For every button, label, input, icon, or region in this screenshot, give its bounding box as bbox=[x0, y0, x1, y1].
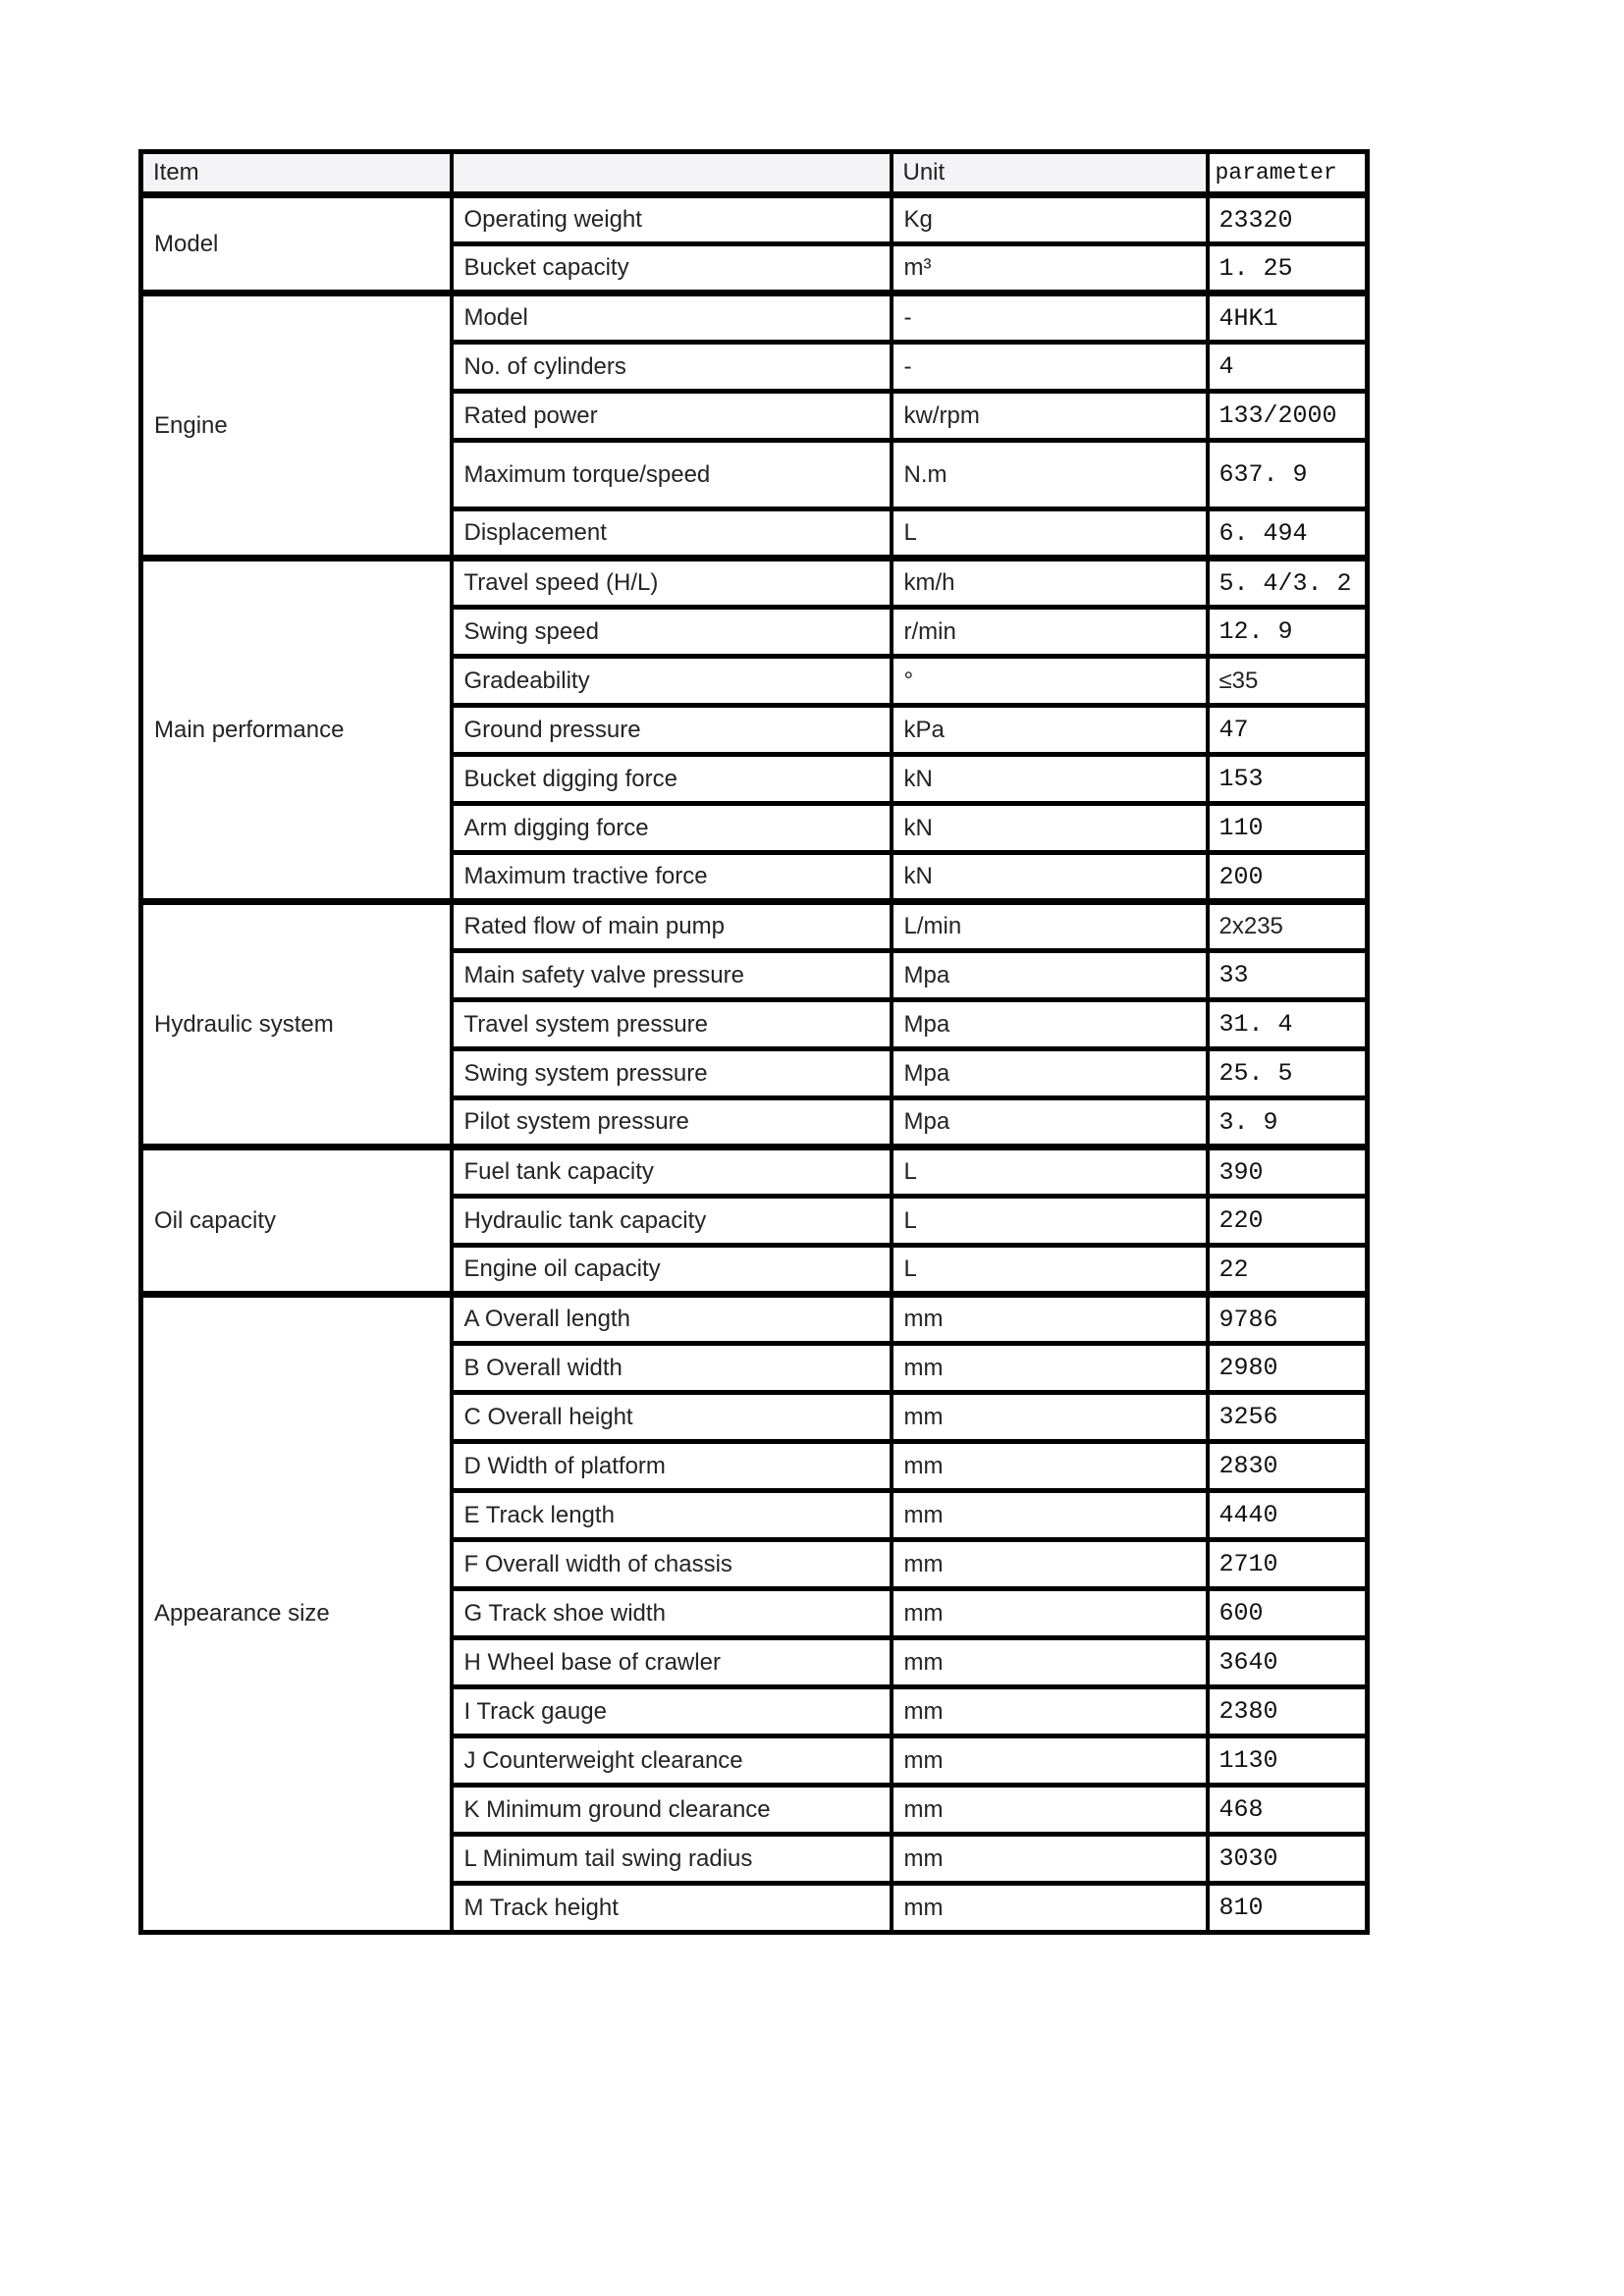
label-cell: Rated power bbox=[452, 392, 892, 441]
unit-cell: kN bbox=[892, 853, 1208, 902]
label-cell: J Counterweight clearance bbox=[452, 1736, 892, 1786]
unit-cell: Mpa bbox=[892, 951, 1208, 1000]
unit-cell: mm bbox=[892, 1884, 1208, 1933]
value-cell: 6. 494 bbox=[1208, 509, 1368, 559]
value-cell: 23320 bbox=[1208, 195, 1368, 244]
value-cell: 600 bbox=[1208, 1589, 1368, 1638]
unit-cell: kN bbox=[892, 755, 1208, 804]
unit-cell: ° bbox=[892, 657, 1208, 706]
value-cell: 1. 25 bbox=[1208, 244, 1368, 294]
value-cell: 2710 bbox=[1208, 1540, 1368, 1589]
unit-cell: Mpa bbox=[892, 1000, 1208, 1049]
value-cell: 2x235 bbox=[1208, 902, 1368, 951]
unit-cell: mm bbox=[892, 1442, 1208, 1491]
value-cell: 4440 bbox=[1208, 1491, 1368, 1540]
label-cell: Pilot system pressure bbox=[452, 1098, 892, 1148]
label-cell: L Minimum tail swing radius bbox=[452, 1835, 892, 1884]
label-cell: Arm digging force bbox=[452, 804, 892, 853]
value-cell: 12. 9 bbox=[1208, 608, 1368, 657]
value-cell: 3640 bbox=[1208, 1638, 1368, 1687]
item-cell: Hydraulic system bbox=[141, 902, 452, 1148]
value-cell: 1130 bbox=[1208, 1736, 1368, 1786]
value-cell: 22 bbox=[1208, 1246, 1368, 1295]
unit-cell: L/min bbox=[892, 902, 1208, 951]
table-row bbox=[141, 1295, 1368, 1344]
value-cell: 810 bbox=[1208, 1884, 1368, 1933]
label-cell: Maximum tractive force bbox=[452, 853, 892, 902]
header-parameter: parameter bbox=[1208, 152, 1368, 195]
value-cell: 33 bbox=[1208, 951, 1368, 1000]
value-cell: 25. 5 bbox=[1208, 1049, 1368, 1098]
label-cell: Displacement bbox=[452, 509, 892, 559]
value-cell: 3030 bbox=[1208, 1835, 1368, 1884]
value-cell: ≤35 bbox=[1208, 657, 1368, 706]
label-cell: Engine oil capacity bbox=[452, 1246, 892, 1295]
label-cell: Swing system pressure bbox=[452, 1049, 892, 1098]
unit-cell: mm bbox=[892, 1736, 1208, 1786]
unit-cell: mm bbox=[892, 1638, 1208, 1687]
label-cell: F Overall width of chassis bbox=[452, 1540, 892, 1589]
label-cell: I Track gauge bbox=[452, 1687, 892, 1736]
item-cell: Appearance size bbox=[141, 1295, 452, 1933]
unit-cell: kPa bbox=[892, 706, 1208, 755]
unit-cell: mm bbox=[892, 1295, 1208, 1344]
unit-cell: - bbox=[892, 294, 1208, 343]
value-cell: 133/2000 bbox=[1208, 392, 1368, 441]
unit-cell: mm bbox=[892, 1491, 1208, 1540]
label-cell: Bucket capacity bbox=[452, 244, 892, 294]
value-cell: 2830 bbox=[1208, 1442, 1368, 1491]
spec-table bbox=[138, 149, 1370, 1935]
label-cell: Fuel tank capacity bbox=[452, 1148, 892, 1197]
label-cell: Hydraulic tank capacity bbox=[452, 1197, 892, 1246]
label-cell: K Minimum ground clearance bbox=[452, 1786, 892, 1835]
label-cell: H Wheel base of crawler bbox=[452, 1638, 892, 1687]
value-cell: 2380 bbox=[1208, 1687, 1368, 1736]
value-cell: 3. 9 bbox=[1208, 1098, 1368, 1148]
value-cell: 637. 9 bbox=[1208, 441, 1368, 509]
unit-cell: mm bbox=[892, 1393, 1208, 1442]
unit-cell: mm bbox=[892, 1540, 1208, 1589]
item-cell: Model bbox=[141, 195, 452, 294]
label-cell: Travel system pressure bbox=[452, 1000, 892, 1049]
unit-cell: km/h bbox=[892, 559, 1208, 608]
unit-cell: mm bbox=[892, 1835, 1208, 1884]
value-cell: 200 bbox=[1208, 853, 1368, 902]
value-cell: 390 bbox=[1208, 1148, 1368, 1197]
unit-cell: L bbox=[892, 1148, 1208, 1197]
value-cell: 153 bbox=[1208, 755, 1368, 804]
value-cell: 468 bbox=[1208, 1786, 1368, 1835]
label-cell: B Overall width bbox=[452, 1344, 892, 1393]
table-row bbox=[141, 195, 1368, 244]
label-cell: Maximum torque/speed bbox=[452, 441, 892, 509]
header-item: Item bbox=[141, 152, 452, 195]
label-cell: Rated flow of main pump bbox=[452, 902, 892, 951]
unit-cell: N.m bbox=[892, 441, 1208, 509]
label-cell: G Track shoe width bbox=[452, 1589, 892, 1638]
label-cell: Travel speed (H/L) bbox=[452, 559, 892, 608]
unit-cell: L bbox=[892, 509, 1208, 559]
value-cell: 4 bbox=[1208, 343, 1368, 392]
label-cell: Gradeability bbox=[452, 657, 892, 706]
label-cell: D Width of platform bbox=[452, 1442, 892, 1491]
header-blank bbox=[452, 152, 892, 195]
label-cell: A Overall length bbox=[452, 1295, 892, 1344]
table-row bbox=[141, 294, 1368, 343]
label-cell: E Track length bbox=[452, 1491, 892, 1540]
value-cell: 3256 bbox=[1208, 1393, 1368, 1442]
unit-cell: kw/rpm bbox=[892, 392, 1208, 441]
value-cell: 9786 bbox=[1208, 1295, 1368, 1344]
item-cell: Oil capacity bbox=[141, 1148, 452, 1295]
spec-table-body bbox=[141, 195, 1368, 1933]
unit-cell: r/min bbox=[892, 608, 1208, 657]
unit-cell: Mpa bbox=[892, 1049, 1208, 1098]
label-cell: Main safety valve pressure bbox=[452, 951, 892, 1000]
label-cell: C Overall height bbox=[452, 1393, 892, 1442]
value-cell: 2980 bbox=[1208, 1344, 1368, 1393]
label-cell: Model bbox=[452, 294, 892, 343]
item-cell: Main performance bbox=[141, 559, 452, 902]
unit-cell: m³ bbox=[892, 244, 1208, 294]
label-cell: Ground pressure bbox=[452, 706, 892, 755]
value-cell: 47 bbox=[1208, 706, 1368, 755]
label-cell: No. of cylinders bbox=[452, 343, 892, 392]
header-row bbox=[141, 152, 1368, 195]
unit-cell: kN bbox=[892, 804, 1208, 853]
table-row bbox=[141, 559, 1368, 608]
value-cell: 31. 4 bbox=[1208, 1000, 1368, 1049]
unit-cell: mm bbox=[892, 1687, 1208, 1736]
value-cell: 110 bbox=[1208, 804, 1368, 853]
header-unit: Unit bbox=[892, 152, 1208, 195]
label-cell: Bucket digging force bbox=[452, 755, 892, 804]
unit-cell: mm bbox=[892, 1786, 1208, 1835]
label-cell: Operating weight bbox=[452, 195, 892, 244]
unit-cell: Mpa bbox=[892, 1098, 1208, 1148]
unit-cell: L bbox=[892, 1246, 1208, 1295]
item-cell: Engine bbox=[141, 294, 452, 559]
value-cell: 5. 4/3. 2 bbox=[1208, 559, 1368, 608]
unit-cell: mm bbox=[892, 1589, 1208, 1638]
value-cell: 4HK1 bbox=[1208, 294, 1368, 343]
unit-cell: mm bbox=[892, 1344, 1208, 1393]
unit-cell: Kg bbox=[892, 195, 1208, 244]
table-row bbox=[141, 902, 1368, 951]
unit-cell: L bbox=[892, 1197, 1208, 1246]
unit-cell: - bbox=[892, 343, 1208, 392]
label-cell: M Track height bbox=[452, 1884, 892, 1933]
table-row bbox=[141, 1148, 1368, 1197]
value-cell: 220 bbox=[1208, 1197, 1368, 1246]
label-cell: Swing speed bbox=[452, 608, 892, 657]
